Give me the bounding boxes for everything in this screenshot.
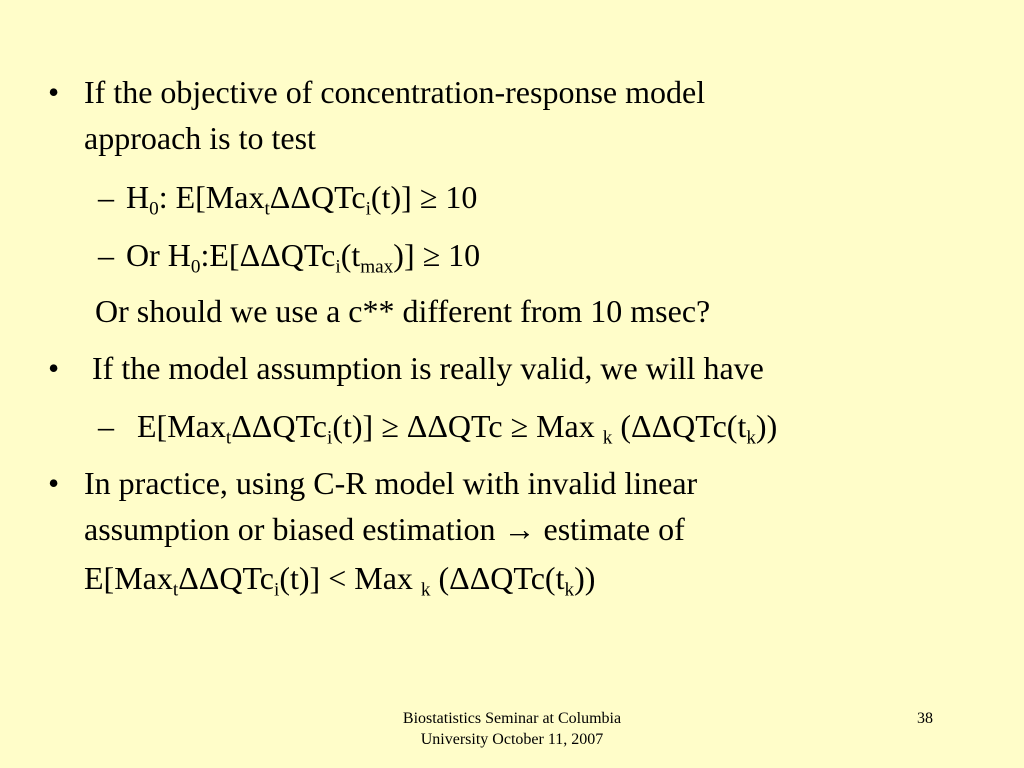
footer-line-2: University October 11, 2007	[420, 731, 604, 748]
bullet-2-line-1: If the model assumption is really valid, we will have	[92, 350, 764, 386]
bullet-3-line-2: assumption or biased estimation → estimate of	[84, 511, 685, 547]
bullet-1-line-1: If the objective of concentration-response model	[84, 74, 706, 110]
bullet-marker: •	[48, 350, 60, 386]
dash-marker: –	[98, 237, 114, 273]
footer	[340, 708, 684, 750]
footer-line-1: Biostatistics Seminar at Columbia	[402, 710, 622, 727]
bullet-1-line-2: approach is to test	[84, 120, 316, 156]
dash-marker: –	[98, 179, 114, 215]
page-number: 38	[917, 710, 933, 727]
dash-marker: –	[98, 408, 114, 444]
hypothesis-2: Or $H_0:E[\Delta\Delta QTc_i(t_{max})] \ge 10$	[126, 237, 481, 278]
bullet-marker: •	[48, 465, 60, 501]
bullet-3-line-1: In practice, using C-R model with invalid linear	[84, 465, 698, 501]
bullet-marker: •	[48, 74, 60, 110]
inequality-line: E[Max$_t$ΔΔQTc$_i$(t)] ≥ ΔΔQTc ≥ Max $_k$ $(\Delta\Delta QTc(t_k))$	[137, 408, 778, 449]
bullet-3-line-3: E[Max$_t$ΔΔQTc$_i$(t)] < Max $_k$ $(\Delta\Delta QTc(t_k))$	[84, 560, 596, 601]
hypothesis-1: $H_0$: E[Max$_t$ΔΔQTc$_i$(t)] ≥ 10	[126, 179, 478, 220]
question-line: Or should we use a c** different from 10 msec?	[95, 293, 711, 329]
